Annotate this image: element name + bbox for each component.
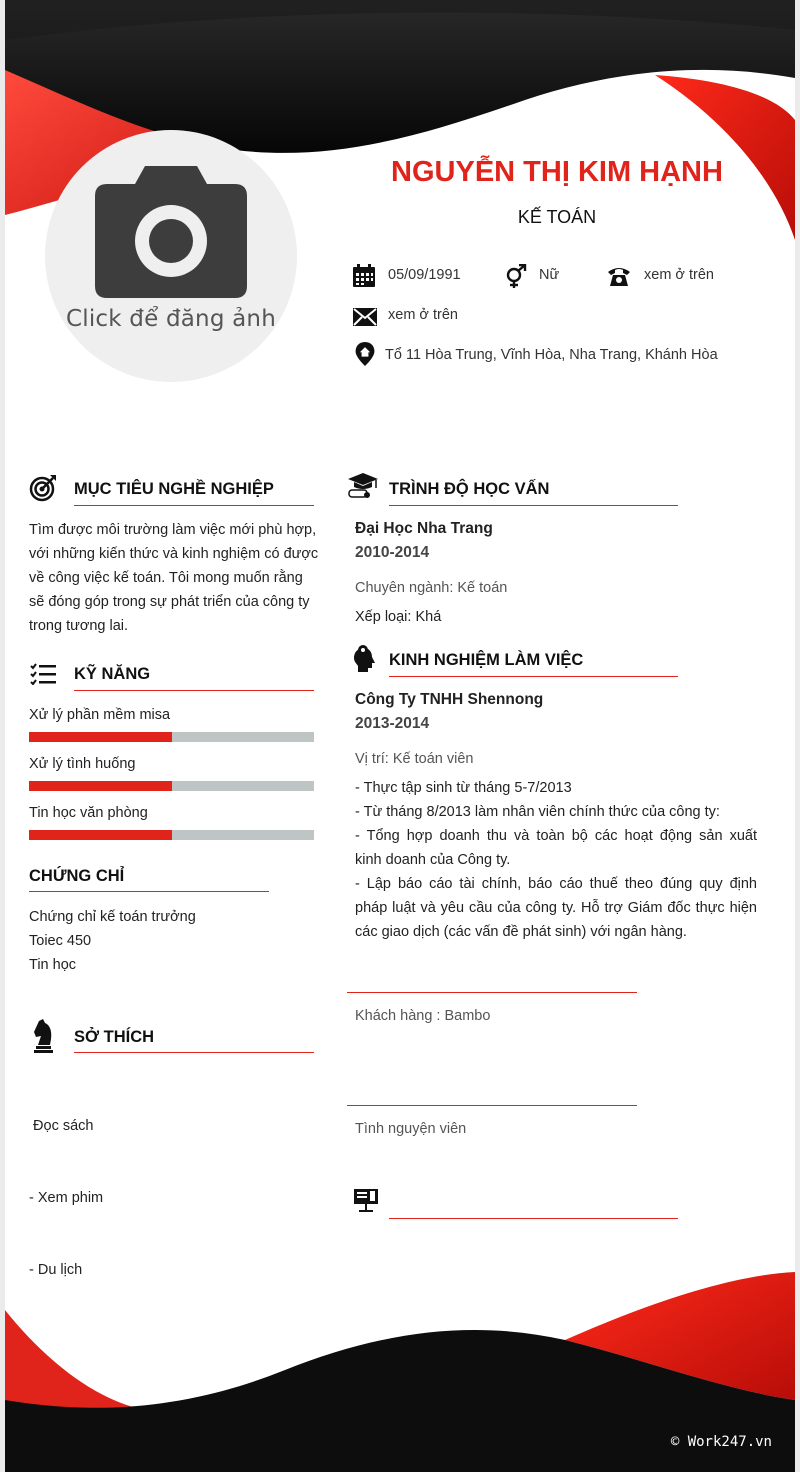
objective-title: MỤC TIÊU NGHỀ NGHIỆP	[74, 480, 274, 498]
education-title: TRÌNH ĐỘ HỌC VẤN	[389, 480, 550, 498]
copyright-text: © Work247.vn	[670, 1434, 772, 1450]
skill-level-bar	[29, 781, 314, 791]
skill-level-fill	[29, 781, 172, 791]
skills-divider	[74, 690, 314, 691]
hobby-item: - Du lịch	[29, 1262, 83, 1278]
photo-upload-area[interactable]	[45, 130, 297, 382]
education-years: 2010-2014	[355, 544, 430, 561]
graduation-cap-icon	[347, 472, 379, 500]
skill-level-bar	[29, 830, 314, 840]
gender-value: Nữ	[539, 267, 560, 283]
chess-knight-icon	[33, 1019, 53, 1053]
location-pin-icon	[353, 342, 377, 366]
experience-divider	[389, 676, 678, 677]
objective-line: sẽ đóng góp trong sự phát triển của công ty	[29, 594, 310, 610]
list-icon	[30, 663, 56, 685]
hobby-item: Đọc sách	[29, 1118, 94, 1134]
skill-level-bar	[29, 732, 314, 742]
objective-text	[29, 518, 329, 638]
camera-icon	[95, 166, 247, 298]
experience-years: 2013-2014	[355, 715, 430, 732]
activities-text: Khách hàng : Bambo	[355, 1008, 491, 1024]
hobbies-title: SỞ THÍCH	[74, 1028, 155, 1046]
phone-icon	[607, 264, 631, 288]
experience-line: kinh doanh của Công ty.	[355, 852, 511, 868]
photo-upload-caption: Click để đăng ảnh	[65, 306, 276, 332]
certificate-item: Toiec 450	[29, 933, 92, 949]
education-divider	[389, 505, 678, 506]
activities-divider	[347, 992, 637, 993]
job-title: KẾ TOÁN	[517, 207, 597, 227]
skill-level-fill	[29, 830, 172, 840]
experience-description	[355, 776, 757, 944]
certificate-item: Tin học	[29, 957, 77, 973]
experience-line: - Tổng hợp doanh thu và toàn bộ các hoạt động sản xuất	[355, 828, 757, 844]
experience-line: - Thực tập sinh từ tháng 5-7/2013	[355, 780, 572, 796]
skills-title: KỸ NĂNG	[74, 665, 151, 683]
address-value: Tổ 11 Hòa Trung, Vĩnh Hòa, Nha Trang, Khánh Hòa	[385, 347, 718, 363]
experience-position: Vị trí: Kế toán viên	[355, 751, 474, 767]
candidate-name: NGUYỄN THỊ KIM HẠNH	[391, 156, 723, 188]
experience-title: KINH NGHIỆM LÀM VIỆC	[389, 651, 584, 669]
certificates-divider	[29, 891, 269, 892]
experience-line: - Từ tháng 8/2013 làm nhân viên chính thức của công ty:	[355, 804, 720, 820]
objective-line: trong tương lai.	[29, 618, 129, 634]
experience-company: Công Ty TNHH Shennong	[355, 691, 544, 708]
objective-divider	[74, 505, 314, 506]
skill-name: Tin học văn phòng	[29, 805, 148, 821]
volunteer-text: Tình nguyện viên	[355, 1121, 467, 1137]
email-value: xem ở trên	[388, 307, 458, 323]
hobbies-divider	[74, 1052, 314, 1053]
skill-level-fill	[29, 732, 172, 742]
experience-line: các giao dịch (các vấn đề phát sinh) với ngân hàng.	[355, 924, 687, 940]
education-grade: Xếp loại: Khá	[355, 609, 442, 625]
skill-name: Xử lý phần mềm misa	[29, 707, 171, 723]
cv-page	[5, 0, 795, 1472]
objective-line: Tìm được môi trường làm việc mới phù hợp,	[29, 522, 317, 538]
experience-line: - Lập báo cáo tài chính, báo cáo thuế theo đúng quy định	[355, 876, 757, 892]
presentation-board-icon	[353, 1187, 379, 1213]
hobbies-list	[29, 1066, 103, 1330]
certificates-title: CHỨNG CHỈ	[29, 867, 125, 885]
objective-line: với những kiến thức và kinh nghiệm có được	[29, 546, 319, 562]
volunteer-divider	[347, 1105, 637, 1106]
email-icon	[353, 305, 377, 329]
target-icon	[29, 474, 57, 502]
gender-icon	[504, 264, 528, 288]
certificate-item: Chứng chỉ kế toán trưởng	[29, 909, 196, 925]
extra-section-divider	[389, 1218, 678, 1219]
education-school: Đại Học Nha Trang	[355, 520, 493, 537]
calendar-icon	[352, 264, 376, 288]
certificates-list	[29, 905, 196, 977]
skill-name: Xử lý tình huống	[29, 756, 136, 772]
objective-line: về công việc kế toán. Tôi mong muốn rằng	[29, 570, 303, 586]
hobby-item: - Xem phim	[29, 1190, 104, 1206]
experience-line: pháp luật và yêu cầu của công ty. Hỗ trợ Giám đốc thực hiện	[355, 900, 757, 916]
head-gear-icon	[353, 645, 377, 672]
phone-value: xem ở trên	[644, 267, 714, 283]
education-major: Chuyên ngành: Kế toán	[355, 580, 508, 596]
birthday-value: 05/09/1991	[388, 267, 461, 283]
